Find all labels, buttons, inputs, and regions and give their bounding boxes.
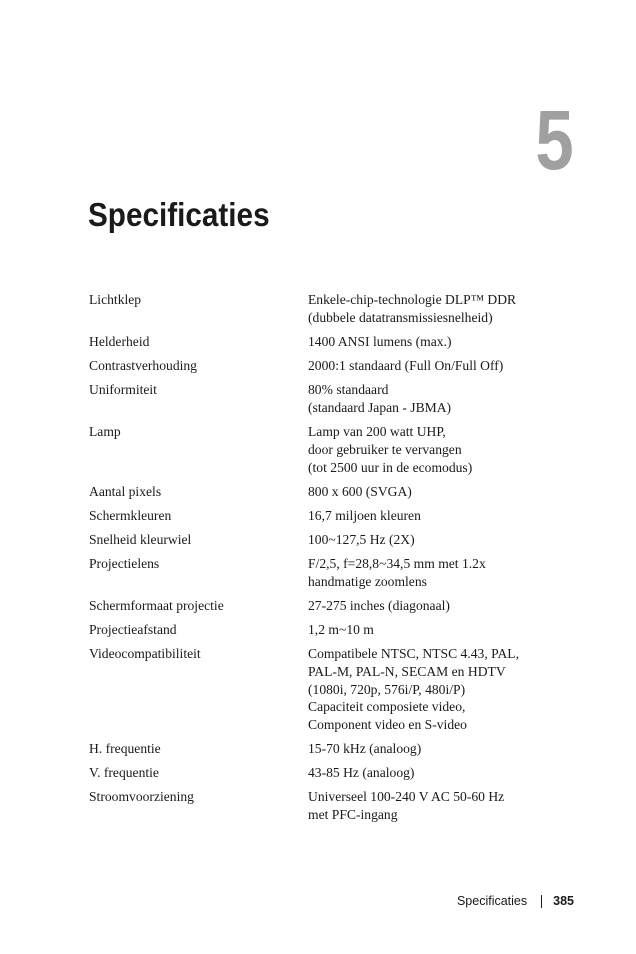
spec-value-line: Compatibele NTSC, NTSC 4.43, PAL, <box>308 646 519 662</box>
spec-value-line: (dubbele datatransmissiesnelheid) <box>308 309 493 325</box>
spec-label: Projectielens <box>89 555 160 571</box>
spec-row <box>89 531 559 549</box>
spec-value <box>308 507 559 525</box>
spec-label: Snelheid kleurwiel <box>89 531 192 547</box>
page-title: Specificaties <box>88 196 270 233</box>
spec-value <box>308 555 559 591</box>
spec-value-line: 1400 ANSI lumens (max.) <box>308 333 452 349</box>
spec-value-line: (tot 2500 uur in de ecomodus) <box>308 459 473 475</box>
spec-label: Lamp <box>89 423 121 439</box>
spec-row <box>89 788 559 824</box>
spec-value <box>308 740 559 758</box>
spec-row <box>89 381 559 417</box>
spec-value <box>308 764 559 782</box>
spec-label: Stroomvoorziening <box>89 789 194 805</box>
spec-value-line: Lamp van 200 watt UHP, <box>308 423 446 439</box>
spec-value <box>308 597 559 615</box>
footer-page-number: 385 <box>553 894 574 908</box>
spec-row <box>89 483 559 501</box>
spec-label: V. frequentie <box>89 765 159 781</box>
spec-row <box>89 764 559 782</box>
spec-label: Videocompatibiliteit <box>89 646 201 662</box>
spec-label: Helderheid <box>89 333 150 349</box>
spec-value-line: (standaard Japan - JBMA) <box>308 399 452 415</box>
spec-value <box>308 621 559 639</box>
spec-row <box>89 423 559 476</box>
spec-label: Contrastverhouding <box>89 357 197 373</box>
spec-label: Projectieafstand <box>89 621 177 637</box>
spec-table <box>89 291 559 830</box>
spec-value-line: 15-70 kHz (analoog) <box>308 741 422 757</box>
spec-row <box>89 740 559 758</box>
spec-row <box>89 555 559 591</box>
spec-row <box>89 621 559 639</box>
spec-value-line: 16,7 miljoen kleuren <box>308 507 421 523</box>
spec-row <box>89 357 559 375</box>
spec-value-line: 100~127,5 Hz (2X) <box>308 531 415 547</box>
spec-label: H. frequentie <box>89 741 161 757</box>
spec-row <box>89 333 559 351</box>
spec-row <box>89 645 559 734</box>
spec-value-line: 27-275 inches (diagonaal) <box>308 597 450 613</box>
spec-value <box>308 645 559 734</box>
spec-value <box>308 788 559 824</box>
spec-row <box>89 291 559 327</box>
spec-value <box>308 423 559 476</box>
spec-value-line: PAL-M, PAL-N, SECAM en HDTV <box>308 663 506 679</box>
spec-value <box>308 291 559 327</box>
spec-value <box>308 531 559 549</box>
spec-label: Schermkleuren <box>89 507 172 523</box>
spec-value-line: Component video en S-video <box>308 717 467 733</box>
spec-value <box>308 483 559 501</box>
page-footer <box>457 893 574 909</box>
spec-value-line: Capaciteit composiete video, <box>308 699 466 715</box>
chapter-number: 5 <box>535 93 574 187</box>
spec-value-line: 1,2 m~10 m <box>308 621 374 637</box>
footer-section-title: Specificaties <box>456 894 528 908</box>
spec-value-line: 43-85 Hz (analoog) <box>308 765 415 781</box>
spec-value <box>308 333 559 351</box>
spec-value-line: F/2,5, f=28,8~34,5 mm met 1.2x <box>308 555 486 571</box>
spec-label: Uniformiteit <box>89 382 157 398</box>
spec-value-line: handmatige zoomlens <box>308 573 427 589</box>
footer-separator <box>541 895 542 908</box>
spec-label: Lichtklep <box>89 292 142 307</box>
spec-value-line: 80% standaard <box>308 382 389 398</box>
spec-value-line: met PFC-ingang <box>308 807 398 823</box>
spec-value-line: Enkele-chip-technologie DLP™ DDR <box>308 292 517 307</box>
spec-value <box>308 381 559 417</box>
spec-value <box>308 357 559 375</box>
spec-value-line: (1080i, 720p, 576i/P, 480i/P) <box>308 681 466 697</box>
spec-value-line: 2000:1 standaard (Full On/Full Off) <box>308 357 504 373</box>
spec-row <box>89 507 559 525</box>
spec-label: Aantal pixels <box>89 483 162 499</box>
spec-value-line: door gebruiker te vervangen <box>308 441 462 457</box>
spec-label: Schermformaat projectie <box>89 597 224 613</box>
spec-row <box>89 597 559 615</box>
spec-value-line: 800 x 600 (SVGA) <box>308 483 412 499</box>
spec-value-line: Universeel 100-240 V AC 50-60 Hz <box>308 789 505 805</box>
